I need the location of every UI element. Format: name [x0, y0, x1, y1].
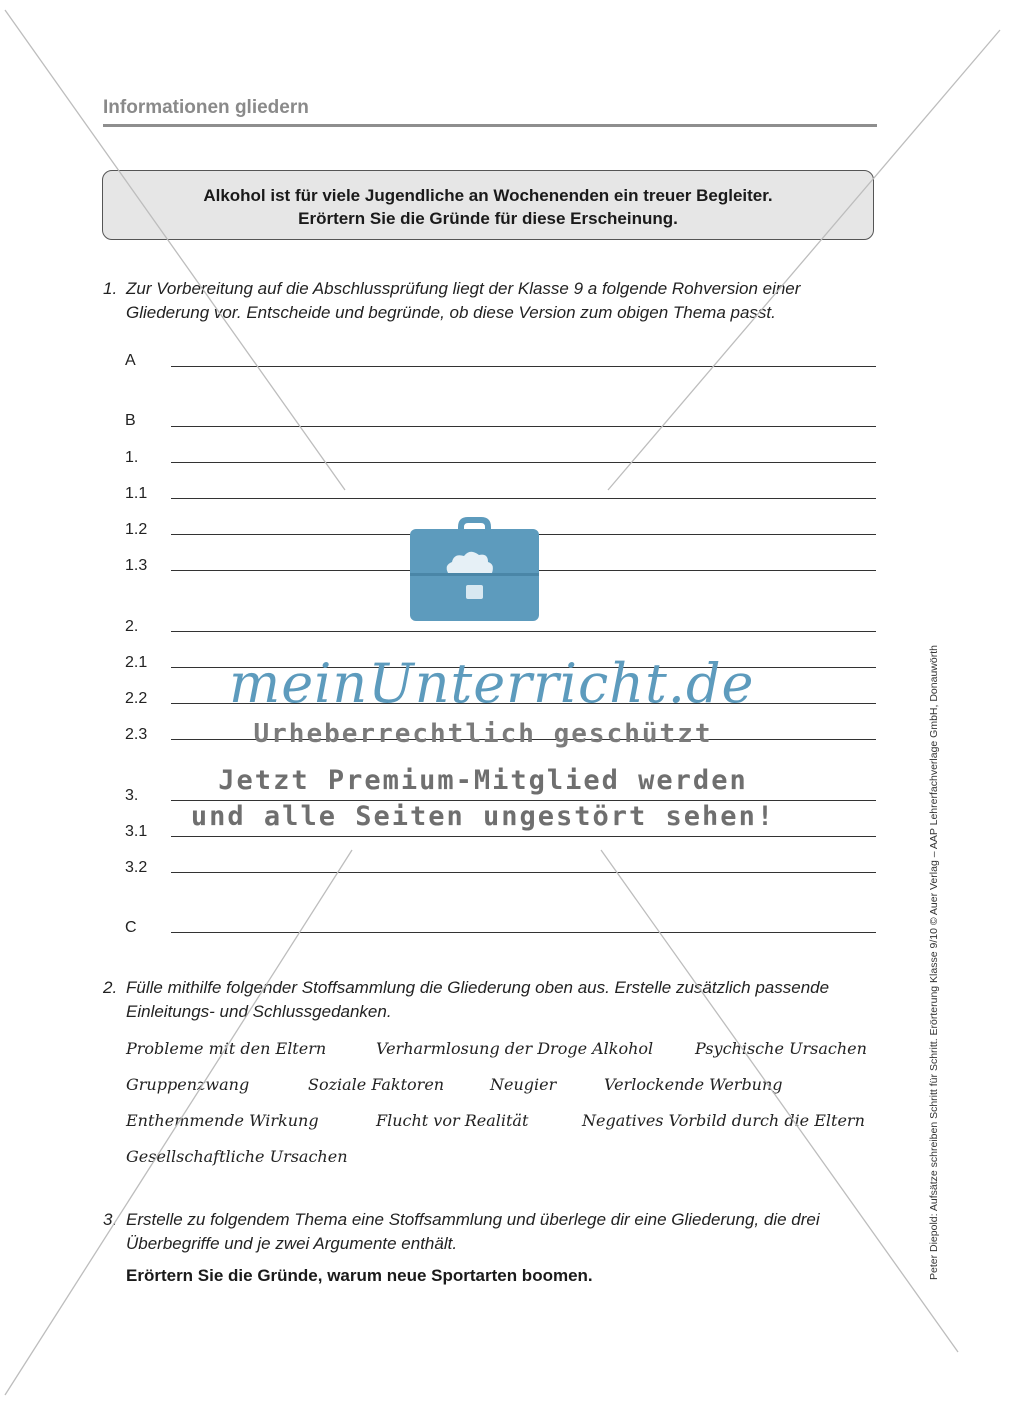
outline-label: 1.: [125, 449, 139, 466]
outline-label: 1.2: [125, 521, 148, 538]
diagonal-line: [608, 30, 1000, 490]
watermark-brand: meinUnterricht.de: [229, 652, 755, 715]
page-header-title: Informationen gliedern: [103, 97, 309, 118]
diagonal-line: [5, 850, 352, 1395]
watermark-cta-line-1: Jetzt Premium-Mitglied werden: [218, 765, 748, 796]
material-item: Negatives Vorbild durch die Eltern: [582, 1111, 865, 1130]
outline-label: 2.1: [125, 654, 148, 671]
material-item: Psychische Ursachen: [695, 1039, 867, 1058]
material-item: Flucht vor Realität: [376, 1111, 529, 1130]
outline-label: 2.3: [125, 726, 148, 743]
outline-label: A: [125, 352, 136, 369]
material-item: Gruppenzwang: [126, 1075, 250, 1094]
outline-label: 1.1: [125, 485, 148, 502]
watermark-cta-line-2: und alle Seiten ungestört sehen!: [190, 801, 776, 832]
outline-label: 2.: [125, 618, 139, 635]
material-item: Probleme mit den Eltern: [126, 1039, 327, 1058]
outline-label: 2.2: [125, 690, 148, 707]
material-item: Verharmlosung der Droge Alkohol: [376, 1039, 654, 1058]
outline-label: B: [125, 412, 136, 429]
material-item: Gesellschaftliche Ursachen: [126, 1147, 348, 1166]
material-item: Enthemmende Wirkung: [126, 1111, 319, 1130]
task-3-number: 3.: [103, 1210, 118, 1229]
task-2-text: Fülle mithilfe folgender Stoffsammlung die Gliederung oben aus. Erstelle zusätzlich passende Einleitungs- und Schlussgedanken.: [126, 978, 830, 1021]
outline-label: C: [125, 919, 137, 936]
outline-label: 1.3: [125, 557, 148, 574]
topic-line-2: Erörtern Sie die Gründe für diese Erscheinung.: [298, 209, 678, 228]
briefcase-cloud-icon: [408, 515, 541, 625]
watermark-copyright: Urheberrechtlich geschützt: [253, 719, 713, 749]
diagonal-line: [5, 10, 345, 490]
outline-label: 3.: [125, 787, 139, 804]
diagonal-line: [601, 850, 958, 1352]
outline-label: 3.1: [125, 823, 148, 840]
task-3-topic: Erörtern Sie die Gründe, warum neue Sportarten boomen.: [126, 1266, 593, 1285]
material-item: Neugier: [490, 1075, 557, 1094]
outline-label: 3.2: [125, 859, 148, 876]
task-1-text: Zur Vorbereitung auf die Abschlussprüfung liegt der Klasse 9 a folgende Rohversion einer Gliederung vor. Entscheide und begründe, ob diese Version zum obigen Thema passt.: [126, 279, 801, 322]
material-item: Verlockende Werbung: [604, 1075, 783, 1094]
task-3-text: Erstelle zu folgendem Thema eine Stoffsammlung und überlege dir eine Gliederung, die drei Überbegriffe und je zwei Argumente enthält.: [126, 1210, 820, 1253]
topic-line-1: Alkohol ist für viele Jugendliche an Wochenenden ein treuer Begleiter.: [203, 186, 773, 205]
task-1-number: 1.: [103, 279, 118, 298]
task-2-number: 2.: [103, 978, 118, 997]
side-credit: Peter Diepold: Aufsätze schreiben Schritt für Schritt. Erörterung Klasse 9/10 © Auer Verlag – AAP Lehrerfachverlage GmbH, Donauwörth: [928, 645, 940, 1280]
material-item: Soziale Faktoren: [308, 1075, 445, 1094]
